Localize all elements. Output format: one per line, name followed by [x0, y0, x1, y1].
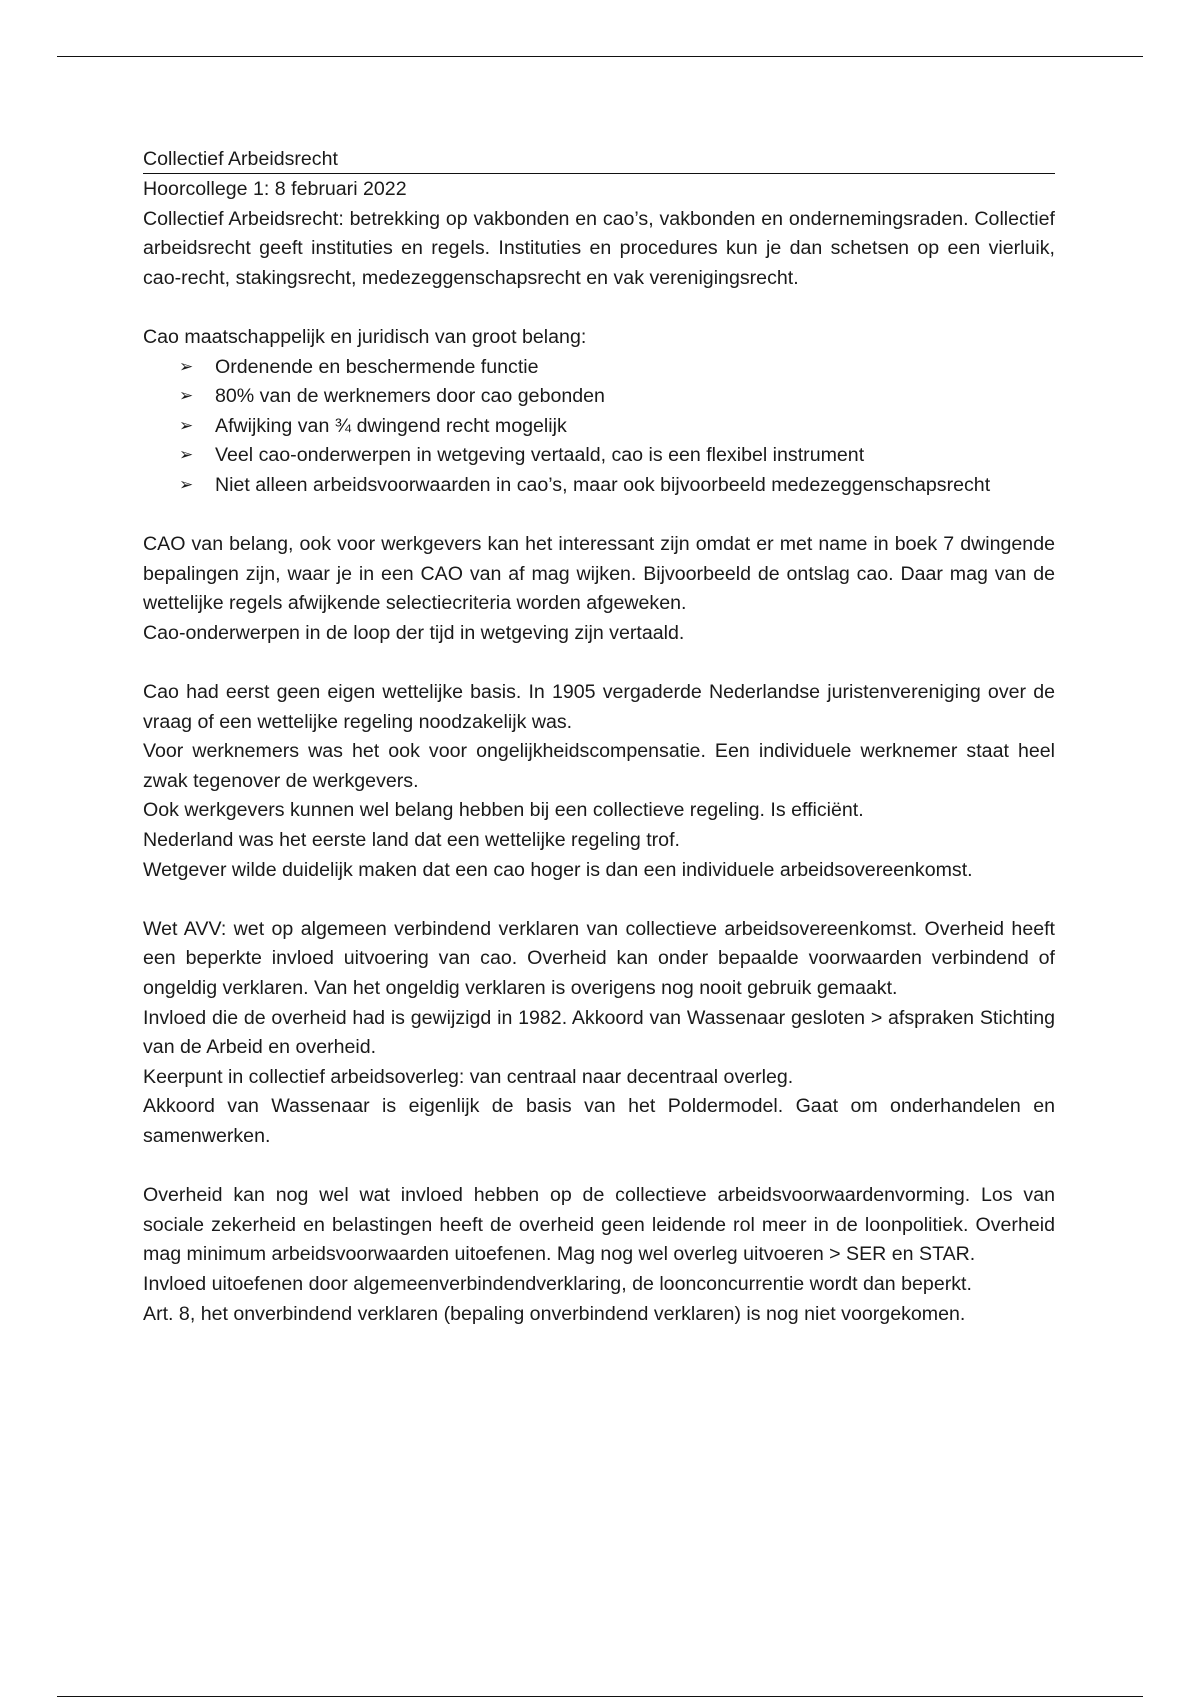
spacer [143, 293, 1055, 323]
page-top-rule [57, 56, 1143, 57]
lecture-date: Hoorcollege 1: 8 februari 2022 [143, 178, 407, 200]
spacer [143, 501, 1055, 531]
page-bottom-rule [57, 1696, 1143, 1697]
paragraph: Wet AVV: wet op algemeen verbindend verklaren van collectieve arbeidsovereenkomst. Overheid heeft een beperkte invloed uitvoering van cao. Overheid kan onder bepaalde voorwaarden verbindend of ongeldig verklaren. Van het ongeldig verklaren is overigens nog nooit gebruik gemaakt. [143, 917, 1055, 1000]
intro-paragraph: Collectief Arbeidsrecht: betrekking op vakbonden en cao’s, vakbonden en ondernemingsraden. Collectief arbeidsrecht geeft instituties en regels. Instituties en procedures kun je dan schetsen op een vierluik, cao-recht, stakingsrecht, medezeggenschapsrecht en vak verenigingsrecht. [143, 207, 1055, 289]
paragraph: Wetgever wilde duidelijk maken dat een cao hoger is dan een individuele arbeidsovereenkomst. [143, 858, 973, 881]
paragraph: Cao had eerst geen eigen wettelijke basis. In 1905 vergaderde Nederlandse juristenvereniging over de vraag of een wettelijke regeling noodzakelijk was. [143, 681, 1055, 733]
paragraph: CAO van belang, ook voor werkgevers kan het interessant zijn omdat er met name in boek 7 dwingende bepalingen zijn, waar je in een CAO van af mag wijken. Bijvoorbeeld de ontslag cao. Daar mag van de wettelijke regels afwijkende selectiecriteria worden afgeweken. [143, 533, 1055, 615]
paragraph: Art. 8, het onverbindend verklaren (bepaling onverbindend verklaren) is nog niet voorgekomen. [143, 1302, 966, 1325]
list-item: ➢ Ordenende en beschermende functie [215, 353, 1055, 383]
list-item: ➢ Niet alleen arbeidsvoorwaarden in cao’s, maar ook bijvoorbeeld medezeggenschapsrecht [215, 471, 1055, 501]
list-item: ➢ 80% van de werknemers door cao gebonden [215, 382, 1055, 412]
document-body [143, 145, 1055, 1329]
paragraph: Cao-onderwerpen in de loop der tijd in wetgeving zijn vertaald. [143, 621, 685, 644]
paragraph: Voor werknemers was het ook voor ongelijkheidscompensatie. Een individuele werknemer staat heel zwak tegenover de werkgevers. [143, 740, 1055, 792]
cao-heading: Cao maatschappelijk en juridisch van groot belang: [143, 325, 587, 348]
paragraph: Invloed uitoefenen door algemeenverbindendverklaring, de loonconcurrentie wordt dan beperkt. [143, 1272, 972, 1295]
paragraph: Ook werkgevers kunnen wel belang hebben bij een collectieve regeling. Is efficiënt. [143, 799, 864, 822]
list-item: ➢ Afwijking van ¾ dwingend recht mogelijk [215, 412, 1055, 442]
list-item: ➢ Veel cao-onderwerpen in wetgeving vertaald, cao is een flexibel instrument [215, 441, 1055, 471]
document-title: Collectief Arbeidsrecht [143, 145, 1055, 174]
paragraph: Akkoord van Wassenaar is eigenlijk de basis van het Poldermodel. Gaat om onderhandelen en samenwerken. [143, 1095, 1055, 1147]
paragraph: Invloed die de overheid had is gewijzigd in 1982. Akkoord van Wassenaar gesloten > afspraken Stichting van de Arbeid en overheid. [143, 1006, 1055, 1059]
spacer [143, 649, 1055, 679]
spacer [143, 1152, 1055, 1182]
cao-bullet-list [143, 353, 1055, 501]
paragraph: Keerpunt in collectief arbeidsoverleg: van centraal naar decentraal overleg. [143, 1065, 794, 1088]
paragraph: Nederland was het eerste land dat een wettelijke regeling trof. [143, 829, 680, 852]
paragraph: Overheid kan nog wel wat invloed hebben op de collectieve arbeidsvoorwaardenvorming. Los van sociale zekerheid en belastingen heeft de overheid geen leidende rol meer in de loonpolitiek. Overheid mag minimum arbeidsvoorwaarden uitoefenen. Mag nog wel overleg uitvoeren > SER en STAR. [143, 1184, 1055, 1266]
spacer [143, 885, 1055, 915]
